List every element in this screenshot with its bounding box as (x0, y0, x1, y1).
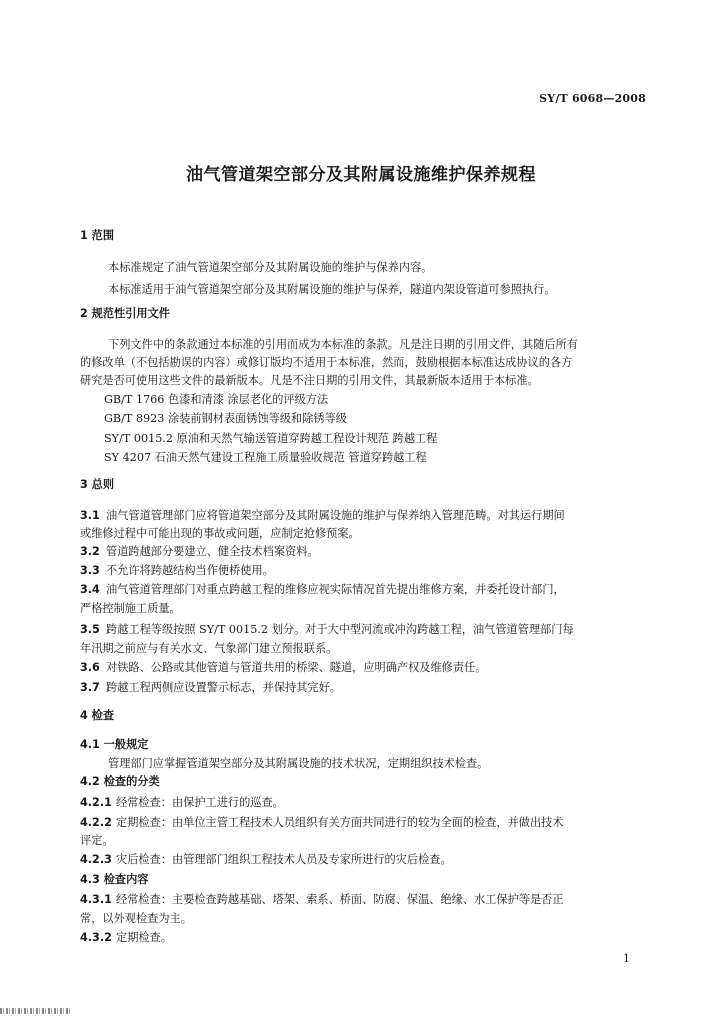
section-4-heading: 4 检查 (80, 709, 115, 722)
clause-3-5-continued: 年汛期之前应与有关水文、气象部门建立预报联系。 (80, 642, 338, 655)
section-1-heading: 1 范围 (80, 229, 115, 242)
clause-number: 3.2 (80, 545, 100, 558)
standard-code: SY/T 6068—2008 (539, 92, 646, 105)
clause-text: 灾后检查：由管理部门组织工程技术人员及专家所进行的灾后检查。 (116, 853, 452, 866)
clause-3-1 (80, 509, 645, 523)
reference-item: SY/T 0015.2 原油和天然气输送管道穿跨越工程设计规范 跨越工程 (104, 432, 438, 445)
reference-item: GB/T 1766 色漆和清漆 涂层老化的评级方法 (104, 393, 329, 406)
clause-4-3-1-continued: 常，以外观检查为主。 (80, 912, 192, 925)
clause-text: 不允许将跨越结构当作便桥使用。 (106, 564, 274, 577)
clause-text: 油气管道管理部门应将管道架空部分及其附属设施的维护与保养纳入管理范畴。对其运行期间 (106, 509, 565, 522)
clause-4-3-heading: 4.3 检查内容 (80, 873, 149, 886)
clause-4-2-heading: 4.2 检查的分类 (80, 775, 160, 788)
section-3-heading: 3 总则 (80, 478, 115, 491)
clause-4-2-2-continued: 评定。 (80, 834, 114, 847)
clause-4-2-1 (80, 796, 645, 810)
clause-4-1-text: 管理部门应掌握管道架空部分及其附属设施的技术状况，定期组织技术检查。 (108, 757, 489, 770)
reference-item: SY 4207 石油天然气建设工程施工质量验收规范 管道穿跨越工程 (104, 451, 427, 464)
section-2-text-line-3: 研究是否可使用这些文件的最新版本。凡是不注日期的引用文件，其最新版本适用于本标准。 (80, 374, 539, 387)
clause-text: 定期检查：由单位主管工程技术人员组织有关方面共同进行的较为全面的检查，并做出技术 (116, 816, 564, 829)
clause-text: 经常检查：由保护工进行的巡查。 (116, 796, 284, 809)
clause-number: 4.3.1 (80, 893, 112, 906)
section-1-paragraph-1: 本标准规定了油气管道架空部分及其附属设施的维护与保养内容。 (108, 261, 433, 274)
clause-number: 3.7 (80, 681, 100, 694)
clause-number: 3.4 (80, 583, 100, 596)
clause-text: 定期检查。 (116, 931, 172, 944)
clause-4-1-heading: 4.1 一般规定 (80, 738, 149, 751)
clause-number: 3.6 (80, 661, 100, 674)
section-2-text-line-1: 下列文件中的条款通过本标准的引用而成为本标准的条款。凡是注日期的引用文件，其随后所有 (108, 338, 578, 351)
clause-text: 跨越工程等级按照 SY/T 0015.2 划分。对于大中型河流或冲沟跨越工程，油气管道管理部门每 (106, 623, 574, 636)
clause-4-3-2 (80, 931, 645, 945)
clause-3-4-continued: 严格控制施工质量。 (80, 602, 181, 615)
clause-3-3 (80, 564, 645, 578)
clause-number: 3.1 (80, 509, 100, 522)
clause-3-2 (80, 545, 645, 559)
clause-number: 4.2.1 (80, 796, 112, 809)
clause-3-6 (80, 661, 645, 675)
scan-artifact (0, 1008, 70, 1014)
clause-text: 跨越工程两侧应设置警示标志，并保持其完好。 (106, 681, 341, 694)
clause-3-7 (80, 681, 645, 695)
clause-number: 4.2.2 (80, 816, 112, 829)
document-title: 油气管道架空部分及其附属设施维护保养规程 (186, 165, 536, 185)
section-1-paragraph-2: 本标准适用于油气管道架空部分及其附属设施的维护与保养，隧道内架设管道可参照执行。 (108, 283, 556, 296)
clause-text: 对铁路、公路或其他管道与管道共用的桥梁、隧道，应明确产权及维修责任。 (106, 661, 487, 674)
clause-4-2-3 (80, 853, 645, 867)
clause-number: 4.2.3 (80, 853, 112, 866)
clause-text: 经常检查：主要检查跨越基础、塔架、索系、桥面、防腐、保温、绝缘、水工保护等是否正 (116, 893, 564, 906)
clause-number: 3.5 (80, 623, 100, 636)
clause-3-4 (80, 583, 645, 597)
clause-4-2-2 (80, 816, 645, 830)
clause-number: 4.3.2 (80, 931, 112, 944)
clause-number: 3.3 (80, 564, 100, 577)
page-number: 1 (623, 952, 630, 965)
section-2-text-line-2: 的修改单（不包括勘误的内容）或修订版均不适用于本标准，然而，鼓励根据本标准达成协议的各方 (80, 356, 573, 369)
section-2-heading: 2 规范性引用文件 (80, 307, 170, 320)
clause-4-3-1 (80, 893, 645, 907)
clause-3-5 (80, 623, 645, 637)
clause-3-1-continued: 或维修过程中可能出现的事故或问题，应制定抢修预案。 (80, 527, 360, 540)
reference-item: GB/T 8923 涂装前钢材表面锈蚀等级和除锈等级 (104, 412, 347, 425)
clause-text: 管道跨越部分要建立、健全技术档案资料。 (106, 545, 319, 558)
clause-text: 油气管道管理部门对重点跨越工程的维修应视实际情况首先提出维修方案，并委托设计部门， (106, 583, 565, 596)
